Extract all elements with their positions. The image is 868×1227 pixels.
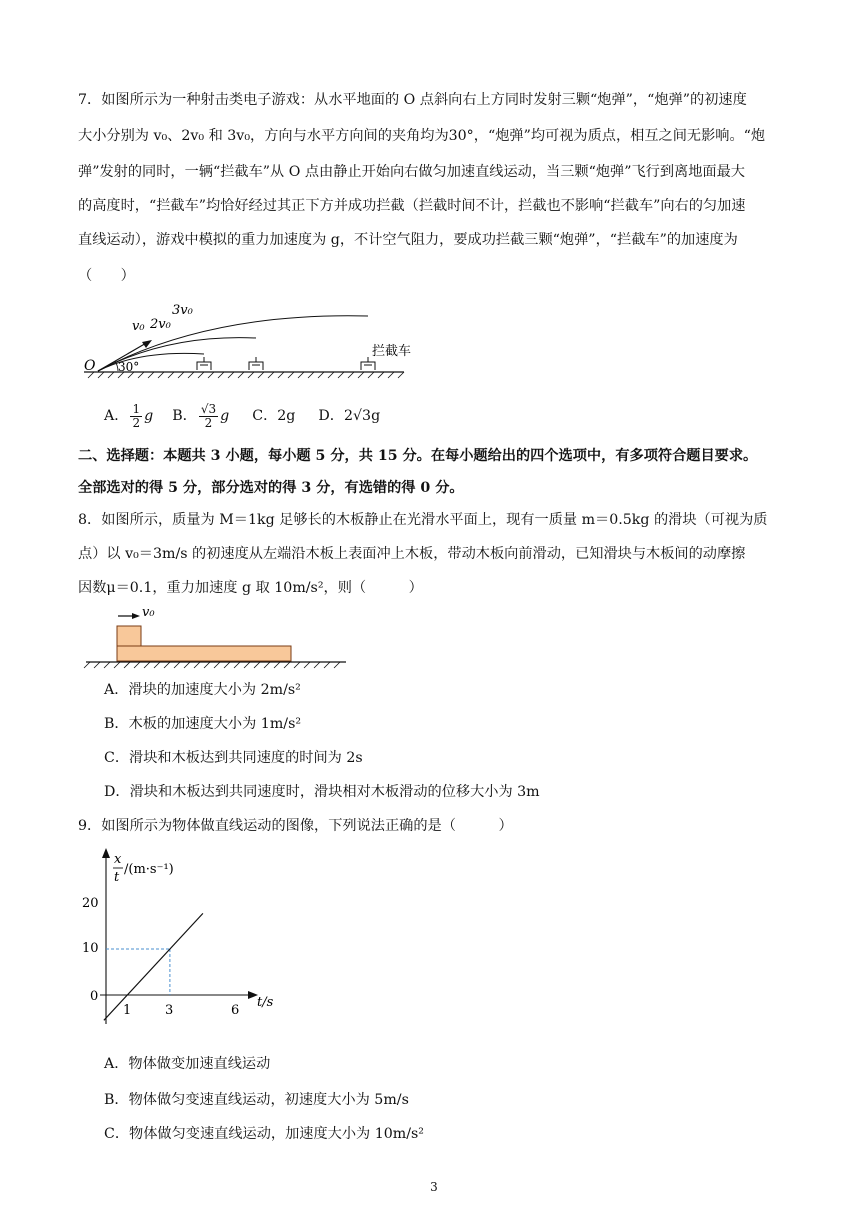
q8-option-a[interactable]: A．滑块的加速度大小为 2m/s² [104, 682, 301, 698]
v1-label: v₀ [132, 319, 145, 334]
series-line [104, 913, 203, 1020]
q8-line-3: 因数μ＝0.1，重力加速度 g 取 10m/s²，则（ ） [78, 580, 423, 596]
cart-2 [249, 357, 263, 370]
q8-v-label: v₀ [142, 605, 155, 620]
section-2-header-line-1: 二、选择题：本题共 3 小题，每小题 5 分，共 15 分。在每小题给出的四个选项中，有多项符合题目要求。 [78, 448, 758, 464]
q7-options [104, 398, 816, 434]
q7-option-a[interactable]: A． $\frac{1}{2}$ g [104, 401, 154, 430]
angle-label: 30° [118, 360, 140, 374]
q8-option-b[interactable]: B．木板的加速度大小为 1m/s² [104, 716, 302, 732]
x-tick-6: 6 [231, 1003, 240, 1018]
slider-block [117, 626, 141, 646]
v3-label: 3v₀ [172, 303, 193, 318]
board [117, 646, 291, 661]
q9-option-b[interactable]: B．物体做匀变速直线运动，初速度大小为 5m/s [104, 1092, 409, 1108]
q7-line-2: 大小分别为 v₀、2v₀ 和 3v₀，方向与水平方向间的夹角均为30°，“炮弹”均可视为质点，相互之间无影响。“炮 [78, 128, 766, 144]
section-2-header-line-2: 全部选对的得 5 分，部分选对的得 3 分，有选错的得 0 分。 [78, 480, 464, 496]
q7-figure [78, 298, 412, 380]
origin-label: O [84, 358, 96, 374]
car-label: 拦截车 [372, 344, 412, 359]
y-tick-10: 10 [82, 941, 99, 956]
q7-line-5: 直线运动），游戏中模拟的重力加速度为 g，不计空气阻力，要成功拦截三颗“炮弹”，“拦截车”的加速度为 [78, 232, 738, 248]
q8-figure [80, 604, 350, 664]
q7-line-6: （ ） [78, 268, 135, 284]
q7-option-b[interactable]: B． $\frac{√3}{2}$ g [172, 401, 230, 430]
x-axis-label: t/s [257, 995, 274, 1010]
q9-option-c[interactable]: C．物体做匀变速直线运动，加速度大小为 10m/s² [104, 1126, 424, 1142]
x-tick-3: 3 [165, 1003, 174, 1018]
y-tick-0: 0 [90, 989, 99, 1004]
y-axis-num: x [114, 852, 122, 867]
page-number: 3 [430, 1180, 438, 1194]
cart-1 [197, 357, 211, 370]
q9-line: 9．如图所示为物体做直线运动的图像，下列说法正确的是（ ） [78, 818, 513, 834]
q7-line-3: 弹”发射的同时，一辆“拦截车”从 O 点由静止开始向右做匀加速直线运动，当三颗“炮弹”飞行到离地面最大 [78, 164, 745, 180]
x-tick-1: 1 [123, 1003, 132, 1018]
q8-option-d[interactable]: D．滑块和木板达到共同速度时，滑块相对木板滑动的位移大小为 3m [104, 784, 540, 800]
q9-graph [80, 848, 300, 1048]
q7-line-4: 的高度时，“拦截车”均恰好经过其正下方并成功拦截（拦截时间不计，拦截也不影响“拦截车”向右的匀加速 [78, 198, 746, 214]
y-tick-20: 20 [82, 896, 99, 911]
q8-line-1: 8．如图所示，质量为 M＝1kg 足够长的木板静止在光滑水平面上，现有一质量 m＝0.5kg 的滑块（可视为质 [78, 512, 768, 528]
q7-option-c[interactable]: C．2g [252, 408, 296, 424]
v2-label: 2v₀ [150, 317, 171, 332]
q8-line-2: 点）以 v₀＝3m/s 的初速度从左端沿木板上表面冲上木板，带动木板向前滑动，已知滑块与木板间的动摩擦 [78, 546, 746, 562]
q7-line-1: 7．如图所示为一种射击类电子游戏：从水平地面的 O 点斜向右上方同时发射三颗“炮弹”，“炮弹”的初速度 [78, 92, 747, 108]
q8-option-c[interactable]: C．滑块和木板达到共同速度的时间为 2s [104, 750, 363, 766]
y-axis-den: t [114, 870, 120, 885]
q9-option-a[interactable]: A．物体做变加速直线运动 [104, 1056, 271, 1072]
q7-option-d[interactable]: D．2√3g [318, 408, 381, 424]
y-axis-unit: /(m·s⁻¹) [124, 862, 174, 877]
